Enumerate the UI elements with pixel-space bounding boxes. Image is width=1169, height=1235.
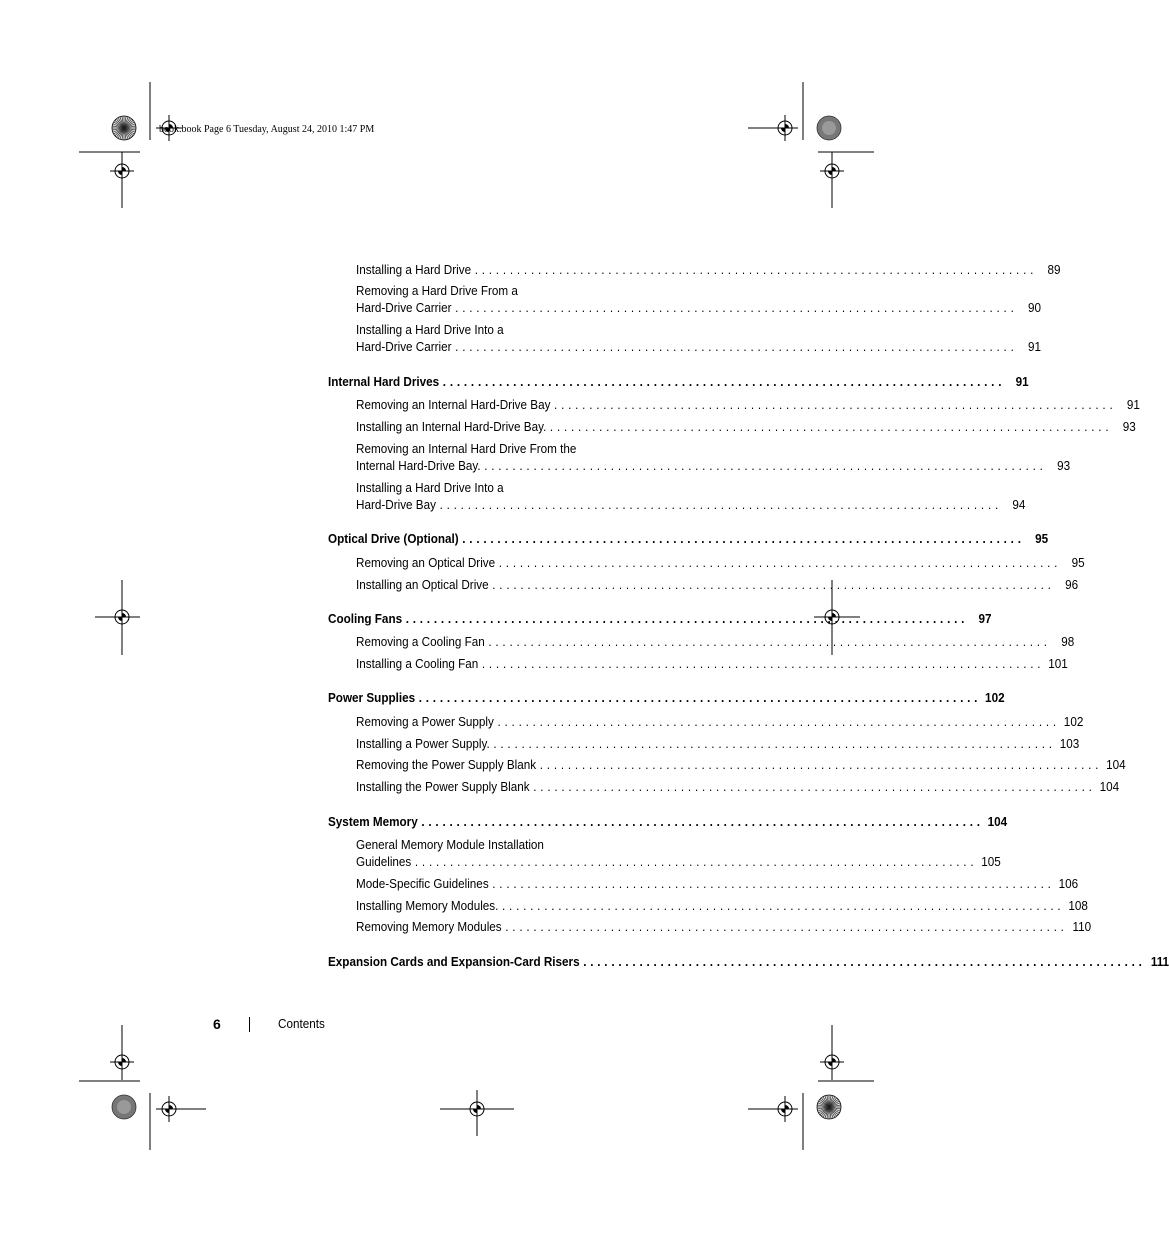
toc-leader-dots: ................................................................................ — [481, 656, 1045, 671]
toc-entry-title: Installing a Power Supply. — [356, 736, 490, 751]
toc-page-number: 91 — [1126, 397, 1140, 412]
toc-entry-title: Power Supplies — [328, 690, 416, 705]
toc-page-number: 102 — [1063, 714, 1084, 729]
toc-subsection-entry[interactable] — [356, 396, 1140, 413]
toc-leader-dots: ................................................................................ — [488, 634, 1051, 649]
toc-subsection-entry[interactable] — [356, 576, 1079, 593]
toc-leader-dots: ................................................................................ — [414, 854, 978, 869]
toc-subsection-entry[interactable] — [356, 875, 1079, 892]
toc-entry-title: Removing the Power Supply Blank — [356, 757, 537, 772]
toc-entry-title: Installing an Internal Hard-Drive Bay. — [356, 419, 547, 434]
toc-page-number: 104 — [987, 814, 1008, 829]
toc-leader-dots: ................................................................................ — [539, 757, 1103, 772]
toc-entry-title: Hard-Drive Bay — [356, 497, 436, 512]
toc-page-number: 95 — [1035, 531, 1049, 546]
toc-page-number: 91 — [1015, 374, 1029, 389]
toc-entry-title: Installing a Hard Drive — [356, 262, 472, 277]
toc-entry-title: Removing an Internal Hard-Drive Bay — [356, 397, 551, 412]
toc-entry-title: Installing a Cooling Fan — [356, 656, 479, 671]
toc-entry-title: Guidelines — [356, 854, 412, 869]
toc-subsection-entry[interactable] — [356, 735, 1080, 752]
toc-entry-title: Installing Memory Modules. — [356, 898, 499, 913]
toc-entry-title: Hard-Drive Carrier — [356, 300, 452, 315]
print-slug-line: book.book Page 6 Tuesday, August 24, 2010 1:47 PM — [159, 124, 375, 135]
toc-section-entry[interactable] — [328, 953, 1169, 970]
toc-entry-title: Installing the Power Supply Blank — [356, 779, 530, 794]
toc-subsection-entry[interactable] — [356, 836, 1001, 870]
toc-leader-dots: ................................................................................ — [533, 779, 1096, 794]
toc-leader-dots: ................................................................................ — [462, 531, 1025, 546]
toc-entry-title: Removing a Cooling Fan — [356, 634, 485, 649]
toc-page-number: 104 — [1106, 757, 1126, 772]
toc-entry-title: Installing a Hard Drive Into a — [356, 322, 504, 337]
toc-page-number: 103 — [1059, 736, 1080, 751]
toc-leader-dots: ................................................................................ — [418, 690, 982, 705]
toc-page-number: 108 — [1068, 898, 1088, 913]
toc-leader-dots: ................................................................................ — [484, 458, 1047, 473]
toc-entry-title: Removing an Internal Hard Drive From the — [356, 441, 577, 456]
toc-leader-dots: ................................................................................ — [455, 339, 1018, 354]
toc-leader-dots: ................................................................................ — [497, 714, 1060, 729]
toc-subsection-entry[interactable] — [356, 897, 1088, 914]
toc-leader-dots: ................................................................................ — [492, 876, 1055, 891]
page-number: 6 — [213, 1016, 221, 1032]
toc-entry-title: Removing a Hard Drive From a — [356, 283, 518, 298]
toc-entry-title: Internal Hard Drives — [328, 374, 440, 389]
toc-subsection-entry[interactable] — [356, 778, 1120, 795]
toc-leader-dots: ................................................................................ — [493, 736, 1056, 751]
toc-entry-title: System Memory — [328, 814, 418, 829]
toc-entry-title: Removing a Power Supply — [356, 714, 494, 729]
toc-subsection-entry[interactable] — [356, 479, 1026, 513]
toc-page-number: 104 — [1099, 779, 1120, 794]
footer-divider — [249, 1017, 250, 1032]
toc-page-number: 110 — [1072, 919, 1092, 934]
toc-subsection-entry[interactable] — [356, 321, 1042, 355]
toc-page-number: 106 — [1058, 876, 1079, 891]
toc-subsection-entry[interactable] — [356, 440, 1071, 474]
toc-entry-title: Installing a Hard Drive Into a — [356, 480, 504, 495]
toc-leader-dots: ................................................................................ — [421, 814, 984, 829]
toc-leader-dots: ................................................................................ — [498, 555, 1062, 570]
toc-subsection-entry[interactable] — [356, 655, 1068, 672]
toc-page-number: 102 — [985, 690, 1005, 705]
toc-leader-dots: ................................................................................ — [554, 397, 1117, 412]
toc-subsection-entry[interactable] — [356, 418, 1136, 435]
toc-page-number: 95 — [1071, 555, 1085, 570]
toc-leader-dots: ................................................................................ — [549, 419, 1113, 434]
toc-subsection-entry[interactable] — [356, 282, 1042, 316]
toc-subsection-entry[interactable] — [356, 918, 1092, 935]
toc-page-number: 97 — [978, 611, 992, 626]
toc-leader-dots: ................................................................................ — [474, 262, 1038, 277]
toc-subsection-entry[interactable] — [356, 261, 1061, 278]
toc-entry-title: Installing an Optical Drive — [356, 577, 489, 592]
toc-section-entry[interactable] — [328, 530, 1049, 547]
toc-leader-dots: ................................................................................ — [583, 954, 1146, 969]
toc-entry-title: Expansion Cards and Expansion-Card Risers — [328, 954, 580, 969]
toc-leader-dots: ................................................................................ — [492, 577, 1055, 592]
toc-section-entry[interactable] — [328, 373, 1029, 390]
toc-entry-title: Optical Drive (Optional) — [328, 531, 459, 546]
toc-entry-title: Removing Memory Modules — [356, 919, 502, 934]
toc-page-number: 111 — [1150, 954, 1169, 969]
toc-page-number: 89 — [1047, 262, 1061, 277]
toc-subsection-entry[interactable] — [356, 713, 1084, 730]
toc-page-number: 98 — [1061, 634, 1075, 649]
toc-entry-title: Internal Hard-Drive Bay. — [356, 458, 481, 473]
toc-leader-dots: ................................................................................ — [439, 497, 1003, 512]
toc-page-number: 105 — [981, 854, 1001, 869]
toc-page-number: 93 — [1122, 419, 1136, 434]
footer-section-label: Contents — [278, 1016, 325, 1031]
toc-subsection-entry[interactable] — [356, 633, 1075, 650]
toc-entry-title: Cooling Fans — [328, 611, 403, 626]
toc-subsection-entry[interactable] — [356, 756, 1126, 773]
toc-leader-dots: ................................................................................ — [502, 898, 1065, 913]
toc-page-number: 94 — [1012, 497, 1026, 512]
toc-entry-title: Mode-Specific Guidelines — [356, 876, 489, 891]
toc-leader-dots: ................................................................................ — [405, 611, 969, 626]
toc-section-entry[interactable] — [328, 813, 1008, 830]
toc-entry-title: General Memory Module Installation — [356, 837, 544, 852]
toc-page-number: 93 — [1057, 458, 1071, 473]
toc-section-entry[interactable] — [328, 610, 992, 627]
toc-page-number: 90 — [1028, 300, 1042, 315]
toc-entry-title: Removing an Optical Drive — [356, 555, 496, 570]
toc-page-number: 101 — [1048, 656, 1068, 671]
toc-subsection-entry[interactable] — [356, 554, 1085, 571]
toc-leader-dots: ................................................................................ — [505, 919, 1068, 934]
toc-leader-dots: ................................................................................ — [455, 300, 1018, 315]
toc-page-number: 96 — [1065, 577, 1079, 592]
toc-entry-title: Hard-Drive Carrier — [356, 339, 452, 354]
toc-section-entry[interactable] — [328, 689, 1005, 706]
toc-leader-dots: ................................................................................ — [442, 374, 1006, 389]
toc-page-number: 91 — [1028, 339, 1042, 354]
